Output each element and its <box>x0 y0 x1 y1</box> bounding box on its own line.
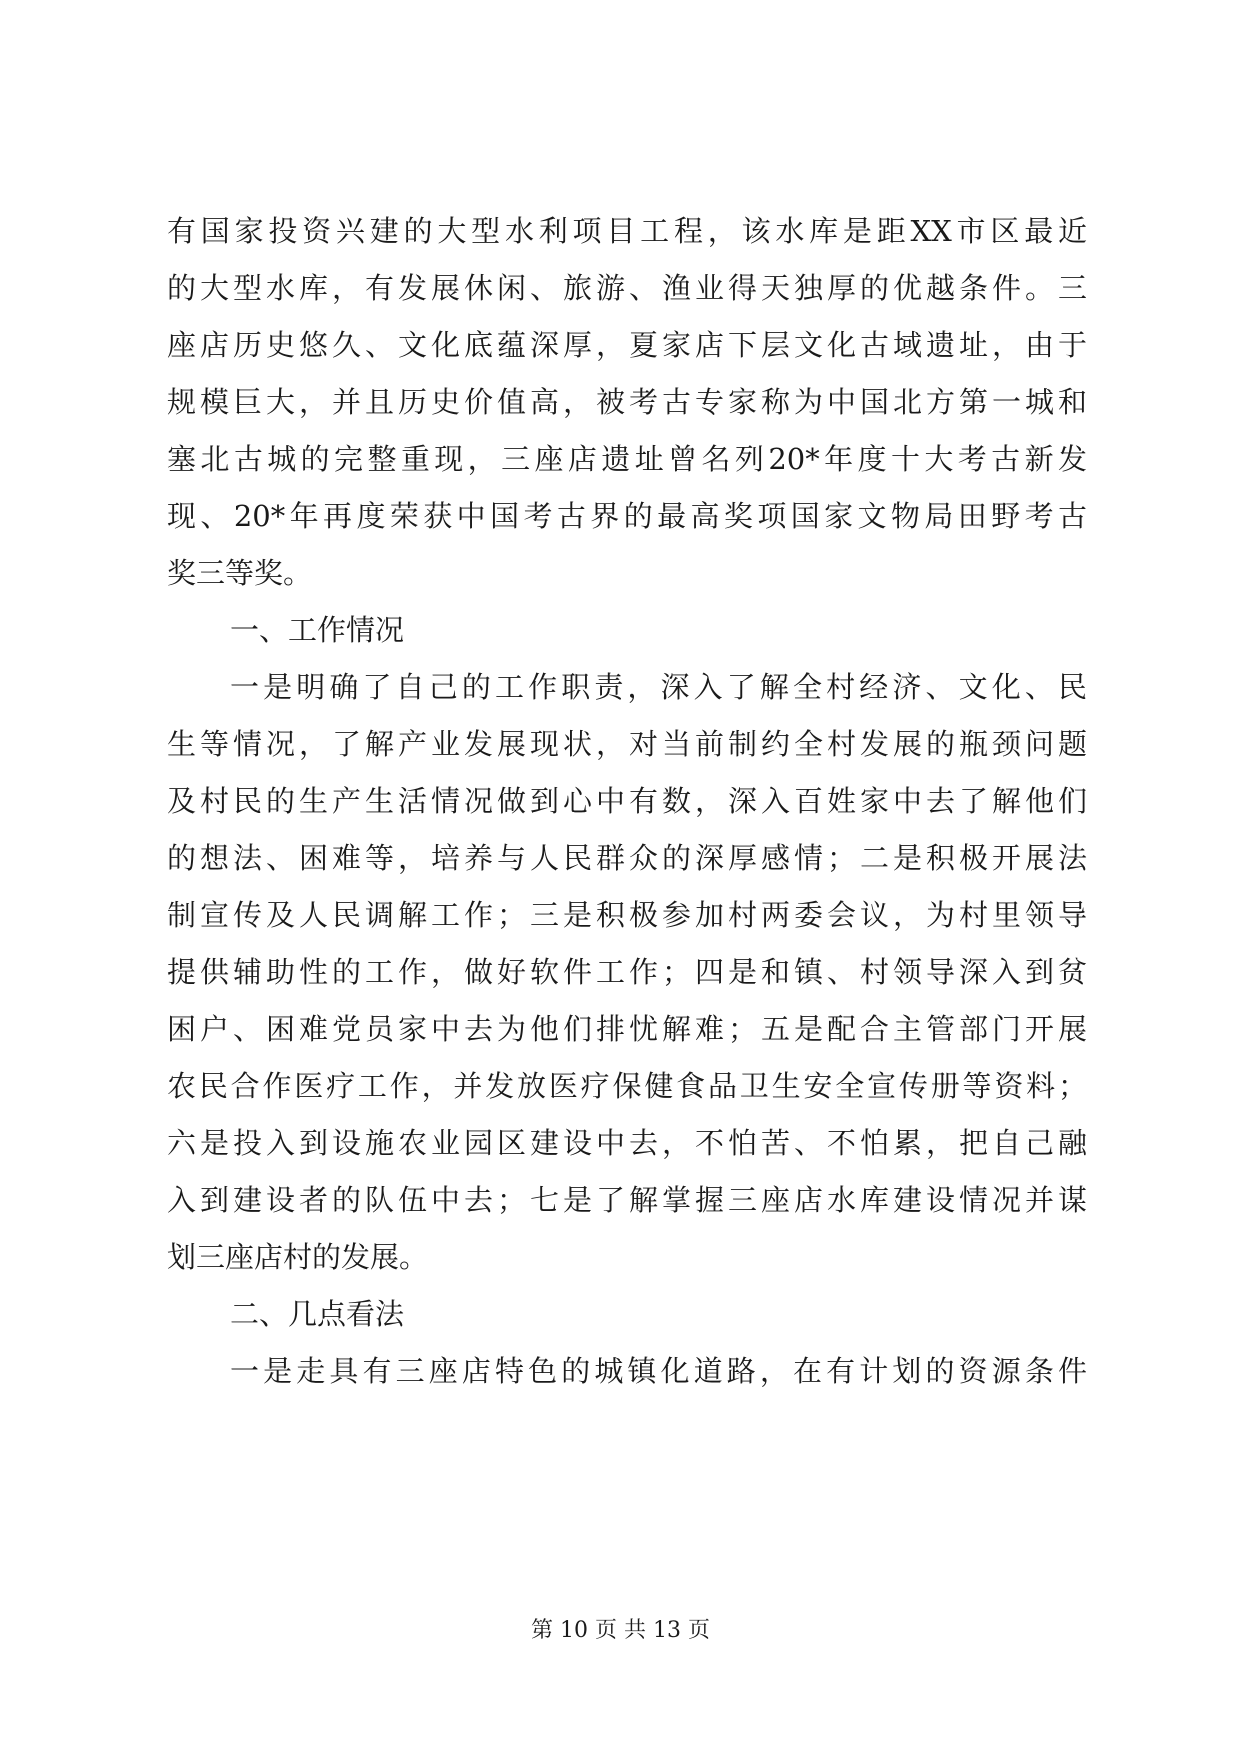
body-line: 生等情况，了解产业发展现状，对当前制约全村发展的瓶颈问题 <box>167 727 1087 761</box>
body-line: 的想法、困难等，培养与人民群众的深厚感情；二是积极开展法 <box>167 841 1087 875</box>
body-line: 农民合作医疗工作，并发放医疗保健食品卫生安全宣传册等资料； <box>167 1069 1087 1103</box>
body-line: 划三座店村的发展。 <box>167 1240 429 1274</box>
section-heading: 二、几点看法 <box>230 1297 405 1331</box>
body-line: 一是明确了自己的工作职责，深入了解全村经济、文化、民 <box>230 670 1087 704</box>
body-line: 提供辅助性的工作，做好软件工作；四是和镇、村领导深入到贫 <box>167 955 1087 989</box>
body-line: 座店历史悠久、文化底蕴深厚，夏家店下层文化古域遗址，由于 <box>167 328 1087 362</box>
body-line: 的大型水库，有发展休闲、旅游、渔业得天独厚的优越条件。三 <box>167 271 1087 305</box>
body-line: 困户、困难党员家中去为他们排忧解难；五是配合主管部门开展 <box>167 1012 1087 1046</box>
body-line: 及村民的生产生活情况做到心中有数，深入百姓家中去了解他们 <box>167 784 1087 818</box>
body-line: 六是投入到设施农业园区建设中去，不怕苦、不怕累，把自己融 <box>167 1126 1087 1160</box>
section-heading: 一、工作情况 <box>230 613 405 647</box>
page-number-footer: 第 10 页 共 13 页 <box>531 1618 710 1643</box>
body-line: 规模巨大，并且历史价值高，被考古专家称为中国北方第一城和 <box>167 385 1087 419</box>
body-line: 奖三等奖。 <box>167 556 313 590</box>
body-line: 一是走具有三座店特色的城镇化道路，在有计划的资源条件 <box>230 1354 1087 1388</box>
body-line: 有国家投资兴建的大型水利项目工程，该水库是距XX市区最近 <box>167 214 1087 248</box>
body-line: 制宣传及人民调解工作；三是积极参加村两委会议，为村里领导 <box>167 898 1087 932</box>
body-line: 入到建设者的队伍中去；七是了解掌握三座店水库建设情况并谋 <box>167 1183 1087 1217</box>
body-line: 现、20*年再度荣获中国考古界的最高奖项国家文物局田野考古 <box>167 499 1087 533</box>
body-line: 塞北古城的完整重现，三座店遗址曾名列20*年度十大考古新发 <box>167 442 1087 476</box>
